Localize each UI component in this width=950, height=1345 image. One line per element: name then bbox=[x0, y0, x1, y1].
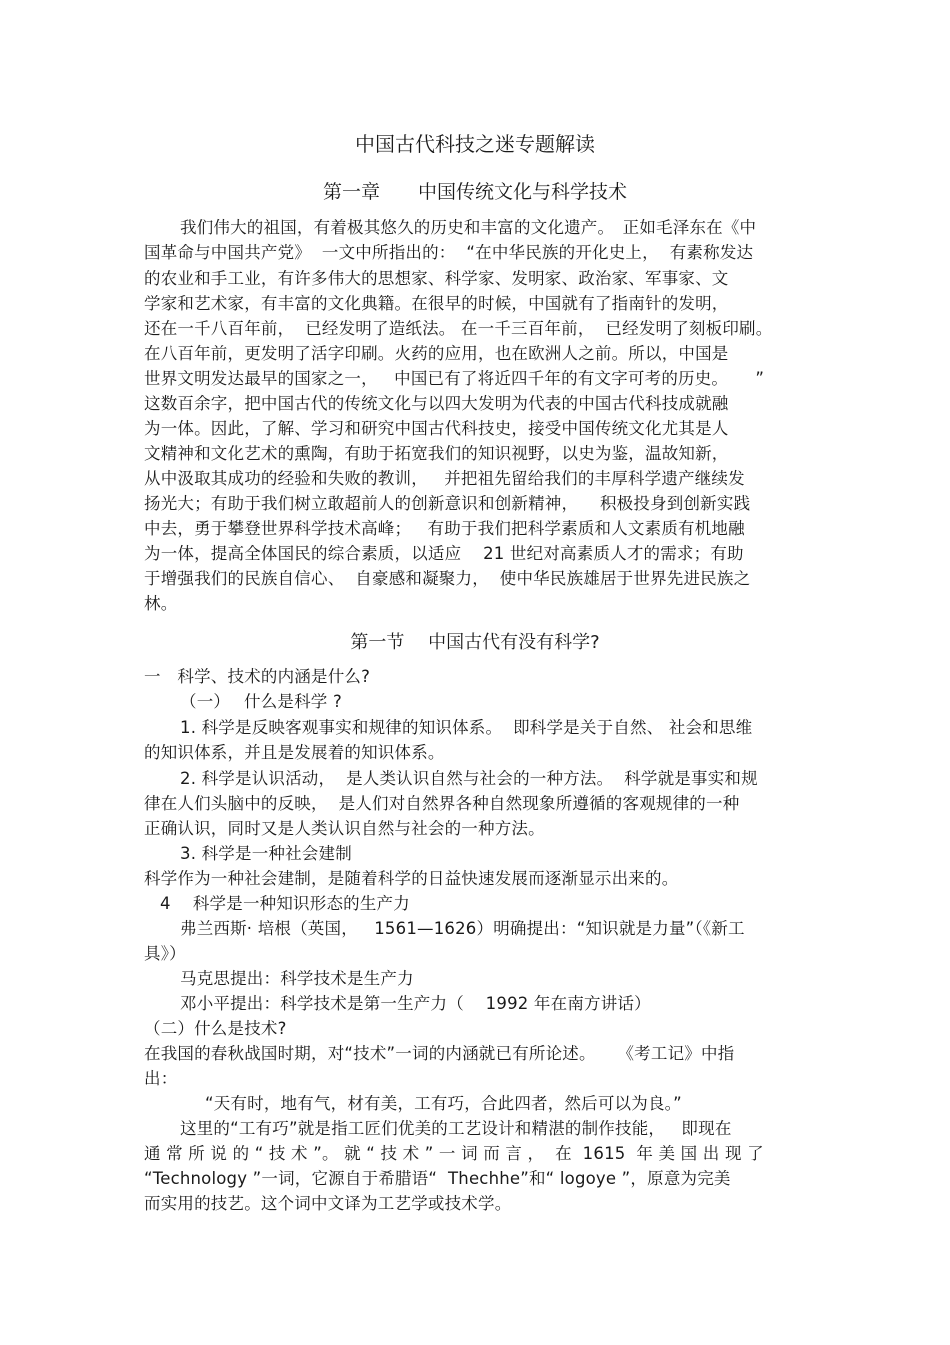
text-line: 林。 bbox=[144, 594, 178, 613]
text-line: 在我国的春秋战国时期，对“技术”一词的内涵就已有所论述。 《考工记》中指 bbox=[144, 1044, 735, 1063]
text-line: 马克思提出：科学技术是生产力 bbox=[180, 969, 414, 988]
text-line: 4 科学是一种知识形态的生产力 bbox=[160, 894, 410, 913]
text-line: “Technology ”一词，它源自于希腊语“ Thechhe”和“ logoye ”，原意为完美 bbox=[144, 1169, 731, 1188]
text-line: 扬光大；有助于我们树立敢超前人的创新意识和创新精神， 积极投身到创新实践 bbox=[144, 494, 751, 513]
document-title: 中国古代科技之迷专题解读 bbox=[355, 132, 595, 156]
text-line: 邓小平提出：科学技术是第一生产力（ 1992 年在南方讲话） bbox=[180, 994, 651, 1013]
text-line: 科学作为一种社会建制，是随着科学的日益快速发展而逐渐显示出来的。 bbox=[144, 869, 679, 888]
text-line: 从中汲取其成功的经验和失败的教训， 并把祖先留给我们的丰厚科学遗产继续发 bbox=[144, 469, 745, 488]
text-line: 我们伟大的祖国，有着极其悠久的历史和丰富的文化遗产。 正如毛泽东在《中 bbox=[180, 218, 757, 237]
text-line: 中去，勇于攀登世界科学技术高峰； 有助于我们把科学素质和人文素质有机地融 bbox=[144, 519, 745, 538]
text-line: 的农业和手工业，有许多伟大的思想家、科学家、发明家、政治家、军事家、文 bbox=[144, 269, 729, 288]
text-line: 弗兰西斯· 培根（英国， 1561—1626）明确提出：“知识就是力量”（《新工 bbox=[180, 919, 745, 938]
text-line: 出： bbox=[144, 1069, 178, 1088]
text-line: 世界文明发达最早的国家之一， 中国已有了将近四千年的有文字可考的历史。 ” bbox=[144, 369, 765, 388]
text-line: 为一体。因此，了解、学习和研究中国古代科技史，接受中国传统文化尤其是人 bbox=[144, 419, 729, 438]
text-line: 学家和艺术家，有丰富的文化典籍。在很早的时候，中国就有了指南针的发明， bbox=[144, 294, 729, 313]
text-line: 的知识体系，并且是发展着的知识体系。 bbox=[144, 743, 445, 762]
subsection-heading: （一） 什么是科学 ? bbox=[180, 692, 342, 711]
chapter-heading: 第一章 中国传统文化与科学技术 bbox=[322, 181, 627, 203]
text-line: 于增强我们的民族自信心、 自豪感和凝聚力， 使中华民族雄居于世界先进民族之 bbox=[144, 569, 751, 588]
text-line: 文精神和文化艺术的熏陶，有助于拓宽我们的知识视野，以史为鉴，温故知新， bbox=[144, 444, 729, 463]
text-line: 具》） bbox=[144, 944, 186, 963]
text-line: 3. 科学是一种社会建制 bbox=[180, 844, 352, 863]
text-line: 还在一千八百年前， 已经发明了造纸法。 在一千三百年前， 已经发明了刻板印刷。 bbox=[144, 319, 773, 338]
text-line: 通 常 所 说 的 “ 技 术 ”。 就 “ 技 术 ” 一 词 而 言 ， 在 1615 年 美 国 出 现 了 bbox=[144, 1144, 764, 1163]
text-line: 1. 科学是反映客观事实和规律的知识体系。 即科学是关于自然、 社会和思维 bbox=[180, 718, 753, 737]
text-line: 正确认识，同时又是人类认识自然与社会的一种方法。 bbox=[144, 819, 545, 838]
text-line: 在八百年前，更发明了活字印刷。火药的应用，也在欧洲人之前。所以，中国是 bbox=[144, 344, 729, 363]
subsection-heading: （二）什么是技术? bbox=[144, 1019, 287, 1038]
text-line: 而实用的技艺。这个词中文译为工艺学或技术学。 bbox=[144, 1194, 512, 1213]
subsection-heading: 一 科学、技术的内涵是什么? bbox=[144, 667, 371, 686]
text-line: 这数百余字，把中国古代的传统文化与以四大发明为代表的中国古代科技成就融 bbox=[144, 394, 729, 413]
quote-line: “天有时，地有气，材有美，工有巧，合此四者，然后可以为良。” bbox=[205, 1094, 682, 1113]
text-line: 这里的“工有巧”就是指工匠们优美的工艺设计和精湛的制作技能， 即现在 bbox=[180, 1119, 732, 1138]
text-line: 国革命与中国共产党》 一文中所指出的： “在中华民族的开化史上， 有素称发达 bbox=[144, 243, 754, 262]
text-line: 律在人们头脑中的反映， 是人们对自然界各种自然现象所遵循的客观规律的一种 bbox=[144, 794, 740, 813]
text-line: 为一体，提高全体国民的综合素质，以适应 21 世纪对高素质人才的需求；有助 bbox=[144, 544, 744, 563]
text-line: 2. 科学是认识活动， 是人类认识自然与社会的一种方法。 科学就是事实和规 bbox=[180, 769, 758, 788]
section-heading: 第一节 中国古代有没有科学? bbox=[350, 632, 600, 653]
